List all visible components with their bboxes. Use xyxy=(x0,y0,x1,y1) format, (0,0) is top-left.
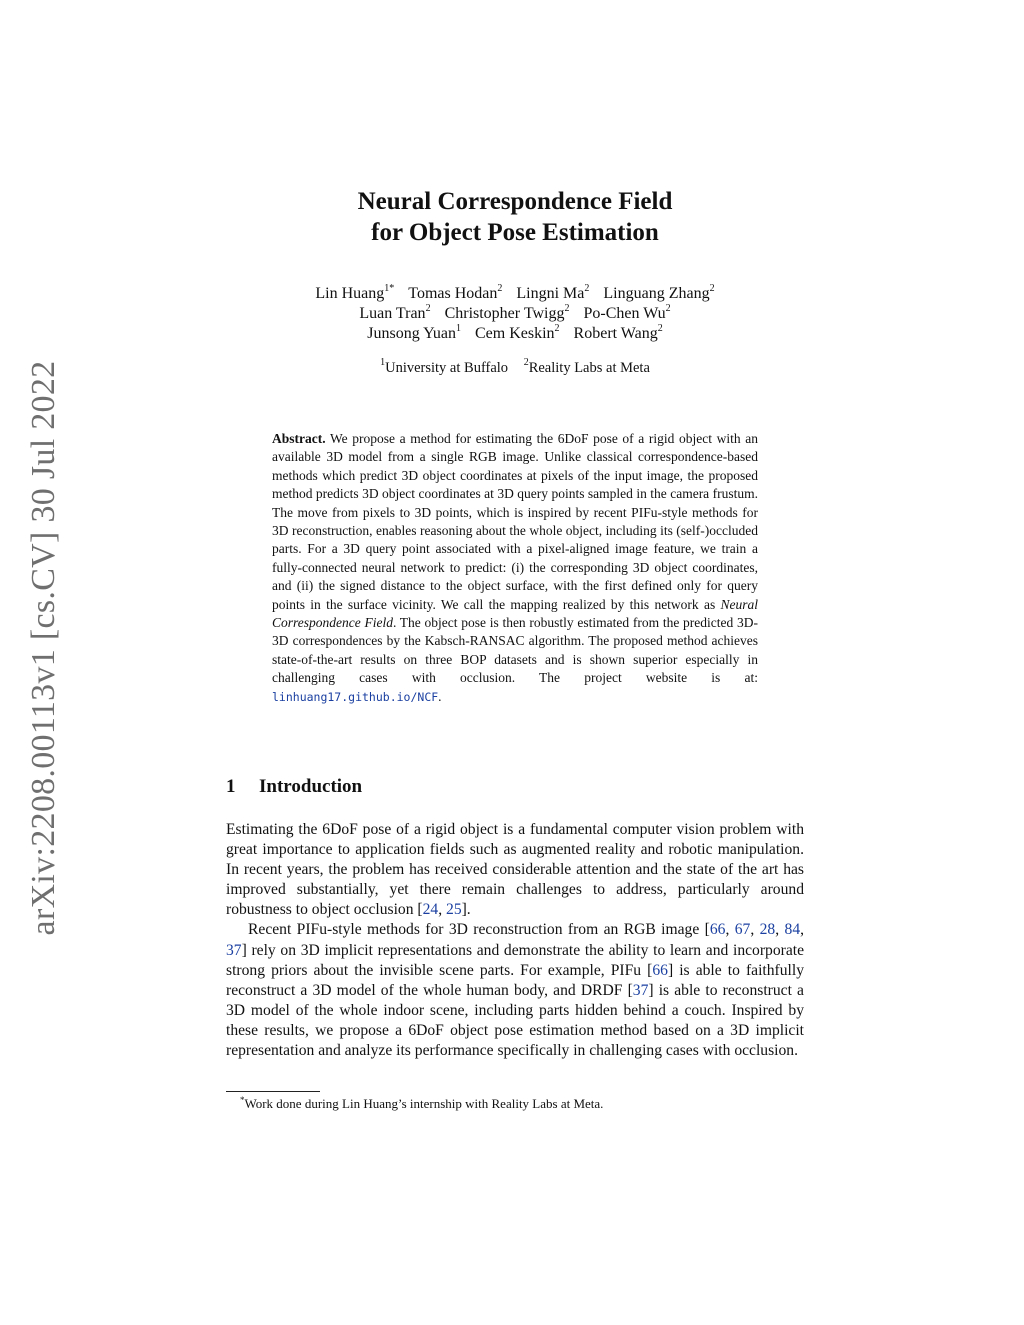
abstract-text: We propose a method for estimating the 6DoF pose of a rigid object with an available 3D model from a single RGB image. Unlike classical correspondence-based methods which predict 3D object coordinates at pixels of the input image, the proposed method predicts 3D object coordinates at 3D query points sampled in the camera frustum. The move from pixels to 3D points, which is inspired by recent PIFu-style methods for 3D reconstruction, enables reasoning about the whole object, including its (self-)occluded parts. For a 3D query point associated with a pixel-aligned image feature, we train a fully-connected neural network to predict: (i) the corresponding 3D object coordinates, and (ii) the signed distance to the object surface, with the first defined only for query points in the surface vicinity. We call the mapping realized by this network as xyxy=(272,431,758,612)
author: Lingni Ma$^2$ xyxy=(516,283,590,302)
abstract-text: . The object pose is then robustly estimated from the predicted 3D-3D correspondences by the Kabsch-RANSAC algorithm. The proposed method achieves state-of-the-art results on three BOP datasets and is shown superior especially in challenging cases with occlusion. The project website is at: xyxy=(272,615,758,686)
abstract: Abstract. We propose a method for estimating the 6DoF pose of a rigid object with an available 3D model from a single RGB image. Unlike classical correspondence-based methods which predict 3D object coordinates at pixels of the input image, the proposed method predicts 3D object coordinates at 3D query points sampled in the camera frustum. The move from pixels to 3D points, which is inspired by recent PIFu-style methods for 3D reconstruction, enables reasoning about the whole object, including its (self-)occluded parts. For a 3D query point associated with a pixel-aligned image feature, we train a fully-connected neural network to predict: (i) the corresponding 3D object coordinates, and (ii) the signed distance to the object surface, with the first defined only for query points in the surface vicinity. We call the mapping realized by this network as Neural Correspondence Field. The object pose is then robustly estimated from the predicted 3D-3D correspondences by the Kabsch-RANSAC algorithm. The proposed method achieves state-of-the-art results on three BOP datasets and is shown superior especially in challenging cases with occlusion. The project website is at: linhuang17.github.io/NCF. xyxy=(272,431,758,704)
project-url-link[interactable]: linhuang17.github.io/NCF xyxy=(272,689,439,704)
author: Junsong Yuan$^1$ xyxy=(367,323,461,342)
footnote-text: Work done during Lin Huang’s internship with Reality Labs at Meta. xyxy=(244,1096,604,1111)
author-line-1 xyxy=(150,284,880,304)
author-line-3 xyxy=(150,324,880,344)
title-line-2: for Object Pose Estimation xyxy=(371,219,659,246)
author-line-2 xyxy=(150,304,880,324)
author: Robert Wang$^2$ xyxy=(573,323,663,342)
author-list xyxy=(150,284,880,344)
author: Luan Tran$^2$ xyxy=(359,303,431,322)
citation-link[interactable]: 84 xyxy=(784,921,801,939)
author: Christopher Twigg$^2$ xyxy=(444,303,570,322)
abstract-term: Neural Correspondence Field xyxy=(272,596,758,631)
section-number: 1 xyxy=(226,776,236,797)
citation-link[interactable]: 66 xyxy=(652,961,668,979)
author: Lin Huang$^{1*}$ xyxy=(315,283,395,302)
affiliation: $^1$University at Buffalo xyxy=(380,357,509,376)
citation-link[interactable]: 37 xyxy=(226,941,242,959)
citation-link[interactable]: 25 xyxy=(446,901,462,919)
section-heading xyxy=(226,776,362,798)
paragraph: Estimating the 6DoF pose of a rigid object is a fundamental computer vision problem with great importance to application fields such as augmented reality and robotic manipulation. In recent years, the problem has received considerable attention and the state of the art has improved substantially, yet there remain challenges to address, particularly around robustness to object occlusion [24, 25]. xyxy=(226,821,804,919)
paper-title xyxy=(150,186,880,248)
affiliations xyxy=(150,359,880,377)
introduction-body xyxy=(226,820,804,1061)
footnote-rule xyxy=(226,1091,320,1092)
arxiv-identifier: arXiv:2208.00113v1 [cs.CV] 30 Jul 2022 xyxy=(25,360,62,936)
title-line-1: Neural Correspondence Field xyxy=(357,188,673,215)
citation-link[interactable]: 67 xyxy=(734,921,751,939)
author: Tomas Hodan$^2$ xyxy=(408,283,503,302)
affiliation: $^2$Reality Labs at Meta xyxy=(523,357,650,376)
author: Linguang Zhang$^2$ xyxy=(603,283,715,302)
citation-link[interactable]: 37 xyxy=(632,981,649,999)
author: Cem Keskin$^2$ xyxy=(475,323,560,342)
citation-link[interactable]: 24 xyxy=(422,901,439,919)
citation-link[interactable]: 66 xyxy=(709,921,726,939)
citation-link[interactable]: 28 xyxy=(759,921,776,939)
section-title: Introduction xyxy=(259,776,363,797)
footnote-mark: * xyxy=(240,1095,245,1105)
abstract-heading: Abstract. xyxy=(272,431,326,446)
paragraph: Recent PIFu-style methods for 3D reconstruction from an RGB image [66, 67, 28, 84, 37] rely on 3D implicit representations and demonstrate the ability to learn and incorporate strong priors about the invisible scene parts. For example, PIFu [66] is able to faithfully reconstruct a 3D model of the whole human body, and DRDF [37] is able to reconstruct a 3D model of the whole indoor scene, including parts hidden behind a couch. Inspired by these results, we propose a 6DoF object pose estimation method based on a 3D implicit representation and analyze its performance specifically in challenging cases with occlusion. xyxy=(226,921,805,1060)
author: Po-Chen Wu$^2$ xyxy=(583,303,671,322)
footnote xyxy=(240,1096,603,1112)
